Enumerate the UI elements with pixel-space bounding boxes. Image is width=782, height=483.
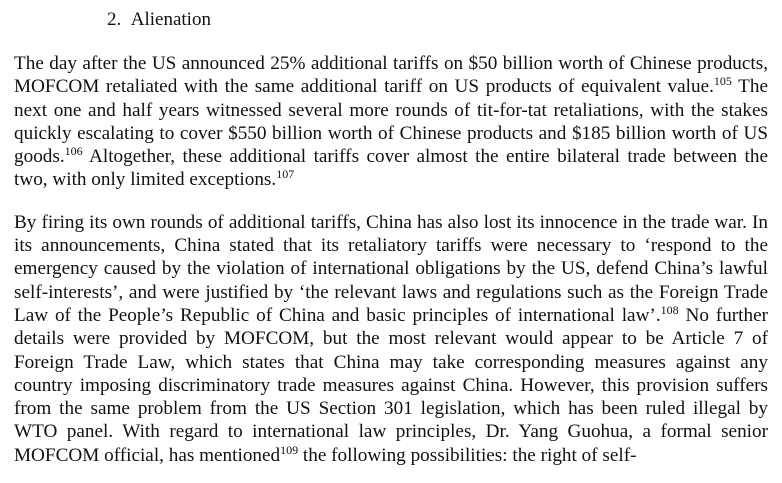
footnote-ref-108: 108 [660,302,679,317]
paragraph-2-text-a: By firing its own rounds of additional tariffs, China has also lost its innocence in the trade war. In its announcements, China stated that its retaliatory tariffs were necessary to ‘respond to the emergency caused by the violation of international obligations by the US, defend China’s lawful self-interests’, and were justified by ‘the relevant laws and regulations such as the Foreign Trade Law of the People’s Republic of China and basic principles of international law’. [14,211,768,326]
paragraph-lost-innocence [14,211,768,467]
footnote-ref-107: 107 [276,167,295,182]
document-page [14,6,768,467]
paragraph-1-text-b: The next one and half years witnessed several more rounds of tit-for-tat retaliations, with the stakes quickly escalating to cover $550 billion worth of Chinese products and $185 billion worth of US goods. [14,76,768,168]
paragraph-1-text-c: Altogether, these additional tariffs cover almost the entire bilateral trade between the two, with only limited exceptions. [14,146,768,191]
section-number: 2. [107,9,122,30]
footnote-ref-105: 105 [713,74,732,89]
paragraph-2-text-c: the following possibilities: the right of self- [298,444,637,466]
paragraph-2-text-b: No further details were provided by MOFCOM, but the most relevant would appear to be Article 7 of Foreign Trade Law, which states that China may take corresponding measures against any country imposing discriminatory trade measures against China. However, this provision suffers from the same problem from the US Section 301 legislation, which has been ruled illegal by WTO panel. With regard to international law principles, Dr. Yang Guohua, a formal senior MOFCOM official, has mentioned [14,304,769,466]
section-title: Alienation [130,9,211,30]
paragraph-tariff-retaliation [14,52,768,192]
section-heading [107,6,768,34]
footnote-ref-106: 106 [64,144,83,159]
footnote-ref-109: 109 [280,442,299,457]
paragraph-1-text-a: The day after the US announced 25% additional tariffs on $50 billion worth of Chinese products, MOFCOM retaliated with the same additional tariff on US products of equivalent value. [14,53,768,98]
